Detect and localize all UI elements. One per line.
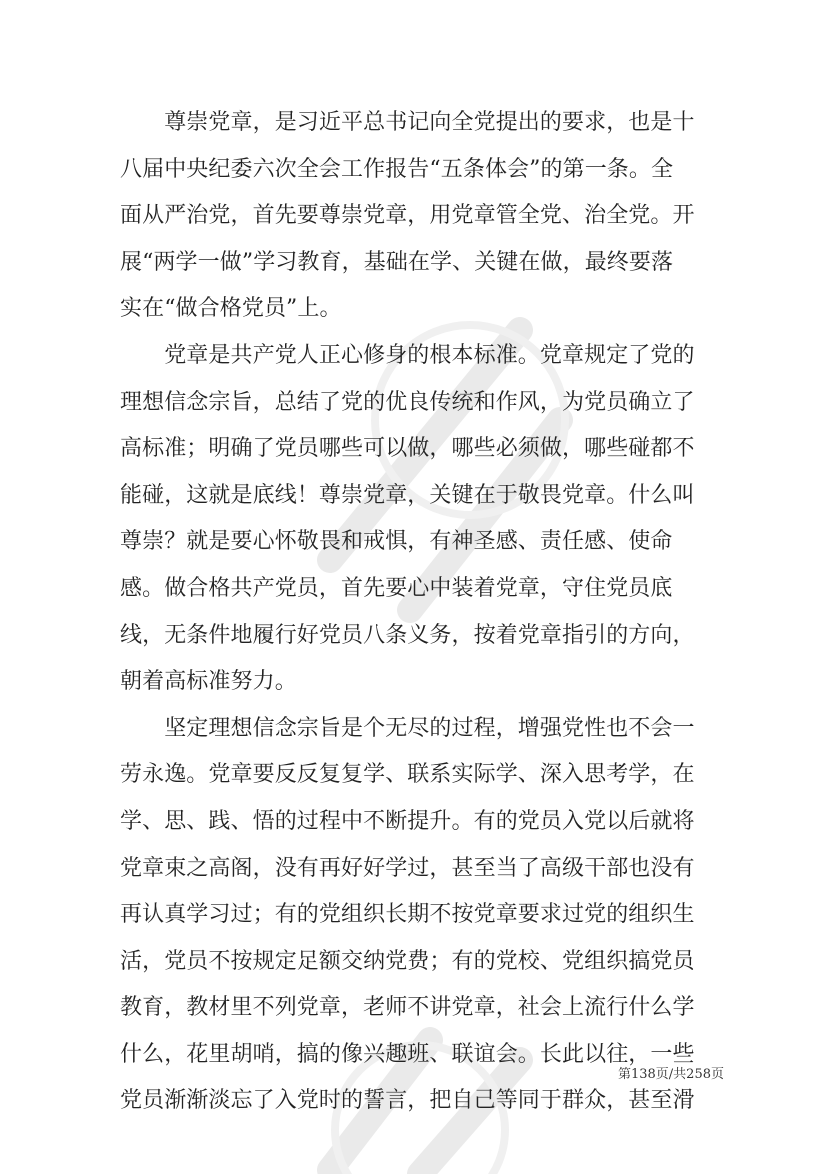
text-line: 理想信念宗旨，总结了党的优良传统和作风，为党员确立了 <box>120 389 695 415</box>
text-line: 坚定理想信念宗旨是个无尽的过程，增强党性也不会一 <box>120 715 695 741</box>
text-line: 再认真学习过；有的党组织长期不按党章要求过党的组织生 <box>120 902 695 928</box>
text-line: 尊崇？就是要心怀敬畏和戒惧，有神圣感、责任感、使命 <box>120 529 673 555</box>
text-line: 感。做合格共产党员，首先要心中装着党章，守住党员底 <box>120 575 673 601</box>
text-line: 活，党员不按规定足额交纳党费；有的党校、党组织搞党员 <box>120 948 695 974</box>
text-line: 党章束之高阁，没有再好好学过，甚至当了高级干部也没有 <box>120 855 695 881</box>
text-line: 八届中央纪委六次全会工作报告“五条体会”的第一条。全 <box>120 156 674 182</box>
text-line: 面从严治党，首先要尊崇党章，用党章管全党、治全党。开 <box>120 203 695 229</box>
text-line: 实在“做合格党员”上。 <box>120 296 342 322</box>
text-line: 高标准；明确了党员哪些可以做，哪些必须做，哪些碰都不 <box>120 436 695 462</box>
text-line: 劳永逸。党章要反反复复学、联系实际学、深入思考学，在 <box>120 762 695 788</box>
text-line: 教育，教材里不列党章，老师不讲党章，社会上流行什么学 <box>120 995 695 1021</box>
text-line: 能碰，这就是底线！尊崇党章，关键在于敬畏党章。什么叫 <box>120 482 695 508</box>
page-number: 第138页/共258页 <box>617 1067 724 1082</box>
paragraph-1 <box>120 100 705 333</box>
text-line: 朝着高标准努力。 <box>120 669 297 695</box>
text-line: 展“两学一做”学习教育，基础在学、关键在做，最终要落 <box>120 249 674 275</box>
text-line: 线，无条件地履行好党员八条义务，按着党章指引的方向， <box>120 622 695 648</box>
text-line: 什么，花里胡哨，搞的像兴趣班、联谊会。长此以往，一些 <box>120 1041 695 1067</box>
text-line: 党员渐渐淡忘了入党时的誓言，把自己等同于群众，甚至滑 <box>120 1088 695 1114</box>
body-text <box>120 100 705 1125</box>
text-line: 尊崇党章，是习近平总书记向全党提出的要求，也是十 <box>120 110 695 135</box>
paragraph-2 <box>120 333 705 706</box>
text-line: 党章是共产党人正心修身的根本标准。党章规定了党的 <box>120 342 695 368</box>
text-line: 学、思、践、悟的过程中不断提升。有的党员入党以后就将 <box>120 808 695 834</box>
